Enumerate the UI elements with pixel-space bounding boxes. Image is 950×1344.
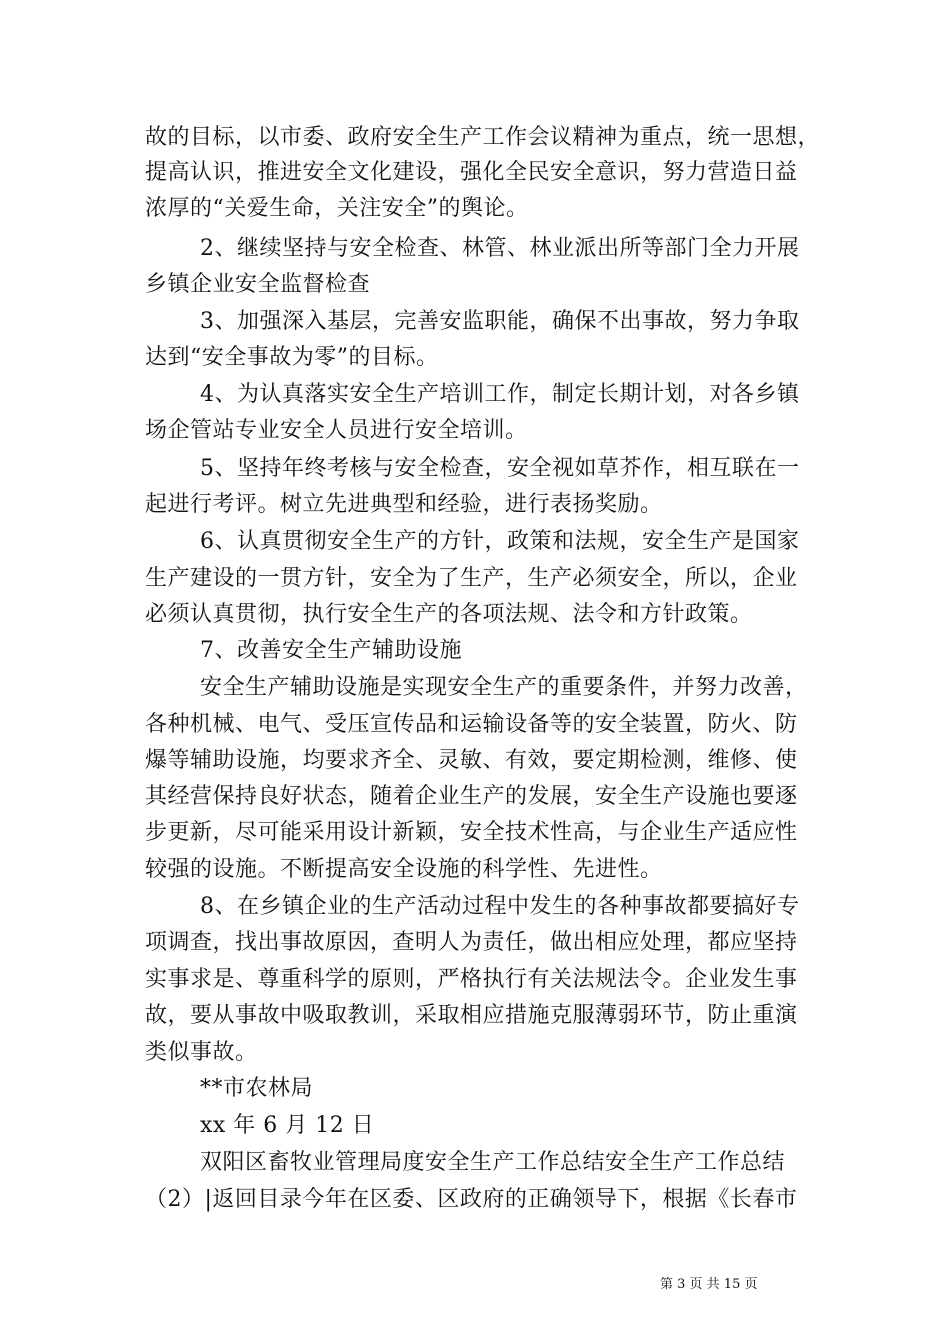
text-line: 其经营保持良好状态，随着企业生产的发展，安全生产设施也要逐	[145, 784, 798, 809]
text-line: 生产建设的一贯方针，安全为了生产，生产必须安全，所以，企业	[145, 566, 798, 591]
text-line: 起进行考评。树立先进典型和经验，进行表扬奖励。	[145, 492, 663, 517]
text-line: 各种机械、电气、受压宣传品和运输设备等的安全装置，防火、防	[145, 712, 798, 737]
text-line: （2）|返回目录今年在区委、区政府的正确领导下，根据《长春市	[145, 1187, 798, 1212]
text-line: 双阳区畜牧业管理局度安全生产工作总结安全生产工作总结	[200, 1150, 786, 1175]
text-line: 实事求是、尊重科学的原则，严格执行有关法规法令。企业发生事	[145, 967, 798, 992]
text-line: 故，要从事故中吸取教训，采取相应措施克服薄弱环节，防止重演	[145, 1003, 798, 1028]
text-line: 场企管站专业安全人员进行安全培训。	[145, 418, 528, 443]
text-line: 项调查，找出事故原因，查明人为责任，做出相应处理，都应坚持	[145, 930, 798, 955]
text-line: 4、为认真落实安全生产培训工作，制定长期计划，对各乡镇	[200, 382, 800, 407]
text-line: 6、认真贯彻安全生产的方针，政策和法规，安全生产是国家	[200, 529, 800, 554]
text-line: 较强的设施。不断提高安全设施的科学性、先进性。	[145, 857, 663, 882]
signature-date: xx 年 6 月 12 日	[200, 1113, 375, 1138]
page-number: 第 3 页 共 15 页	[660, 1277, 758, 1292]
text-line: 3、加强深入基层，完善安监职能，确保不出事故，努力争取	[200, 309, 800, 334]
text-line: 必须认真贯彻，执行安全生产的各项法规、法令和方针政策。	[145, 602, 753, 627]
text-line: 安全生产辅助设施是实现安全生产的重要条件，并努力改善，	[200, 675, 808, 700]
text-line: 提高认识，推进安全文化建设，强化全民安全意识，努力营造日益	[145, 160, 798, 185]
text-line: 故的目标，以市委、政府安全生产工作会议精神为重点，统一思想，	[145, 125, 821, 150]
text-line: 步更新，尽可能采用设计新颖，安全技术性高，与企业生产适应性	[145, 820, 798, 845]
text-line: 达到“安全事故为零”的目标。	[145, 345, 439, 370]
text-line: 浓厚的“关爱生命，关注安全”的舆论。	[145, 196, 529, 221]
text-line: 5、坚持年终考核与安全检查，安全视如草芥作，相互联在一	[200, 456, 800, 481]
text-line: 乡镇企业安全监督检查	[145, 272, 371, 297]
signature-org: **市农林局	[200, 1076, 314, 1101]
text-line: 2、继续坚持与安全检查、林管、林业派出所等部门全力开展	[200, 236, 800, 261]
text-line: 爆等辅助设施，均要求齐全、灵敏、有效，要定期检测，维修、使	[145, 748, 798, 773]
text-line: 7、改善安全生产辅助设施	[200, 638, 462, 663]
text-line: 8、在乡镇企业的生产活动过程中发生的各种事故都要搞好专	[200, 894, 800, 919]
text-line: 类似事故。	[145, 1040, 258, 1065]
